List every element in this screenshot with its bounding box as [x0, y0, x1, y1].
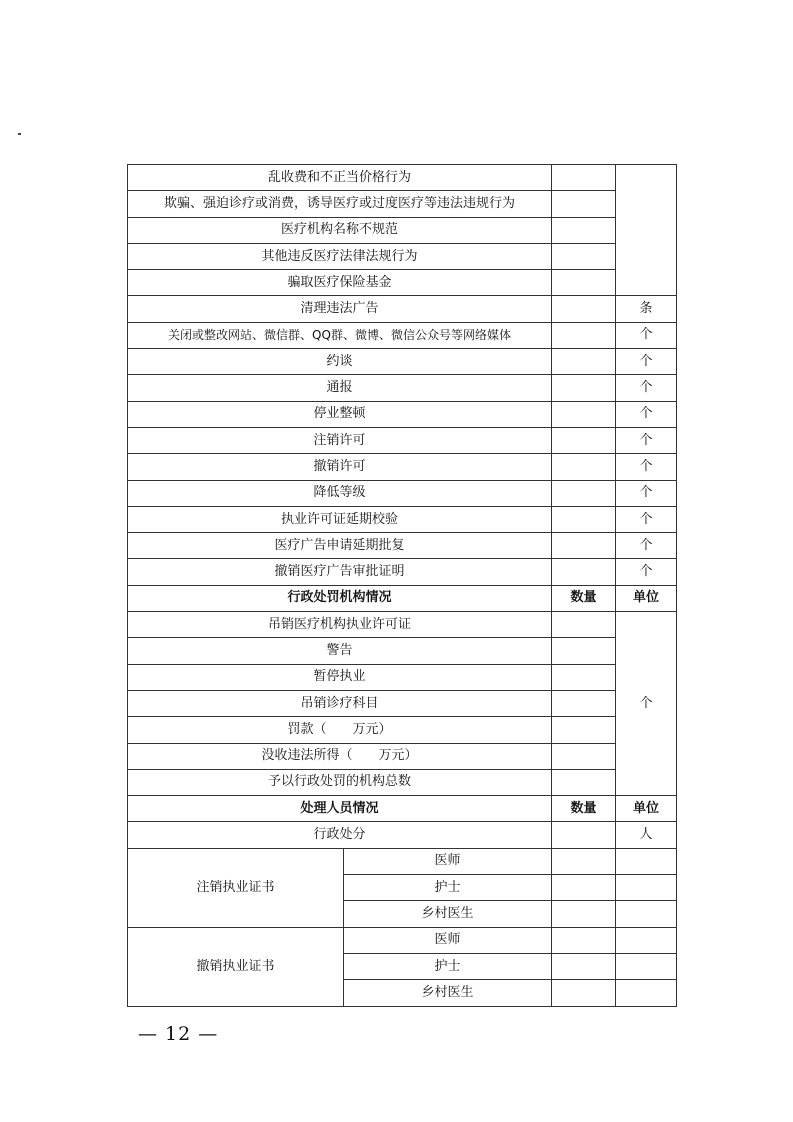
quantity-cell — [552, 401, 616, 427]
row-label: 没收违法所得（ 万元） — [128, 743, 552, 769]
page-number: — 12 — — [138, 1023, 219, 1045]
row-label: 关闭或整改网站、微信群、QQ群、微博、微信公众号等网络媒体 — [128, 322, 552, 348]
scan-speck — [18, 133, 21, 135]
quantity-header: 数量 — [552, 796, 616, 822]
table-row — [128, 612, 677, 638]
unit-cell: 条 — [616, 296, 677, 322]
group-label: 撤销执业证书 — [128, 927, 344, 1006]
table-row — [128, 191, 677, 217]
quantity-cell — [552, 822, 616, 848]
row-label: 执业许可证延期校验 — [128, 506, 552, 532]
quantity-cell — [552, 533, 616, 559]
quantity-cell — [552, 191, 616, 217]
table-row — [128, 454, 677, 480]
table-row — [128, 243, 677, 269]
row-label: 降低等级 — [128, 480, 552, 506]
sub-row-label: 医师 — [344, 927, 552, 953]
row-label: 注销许可 — [128, 427, 552, 453]
row-label: 撤销许可 — [128, 454, 552, 480]
unit-cell — [616, 980, 677, 1006]
section-title-institution-penalty: 行政处罚机构情况 — [128, 585, 552, 611]
section-header-row — [128, 585, 677, 611]
unit-cell: 个 — [616, 480, 677, 506]
row-label: 其他违反医疗法律法规行为 — [128, 243, 552, 269]
table-row — [128, 217, 677, 243]
unit-cell: 个 — [616, 454, 677, 480]
unit-cell: 个 — [616, 506, 677, 532]
quantity-cell — [552, 612, 616, 638]
row-label: 吊销医疗机构执业许可证 — [128, 612, 552, 638]
table-row — [128, 401, 677, 427]
quantity-cell — [552, 375, 616, 401]
unit-cell: 人 — [616, 822, 677, 848]
section-header-row — [128, 796, 677, 822]
unit-cell: 个 — [616, 401, 677, 427]
row-label: 欺骗、强迫诊疗或消费，诱导医疗或过度医疗等违法违规行为 — [128, 191, 552, 217]
row-label: 吊销诊疗科目 — [128, 690, 552, 716]
unit-cell — [616, 927, 677, 953]
quantity-cell — [552, 427, 616, 453]
table-row — [128, 690, 677, 716]
quantity-cell — [552, 217, 616, 243]
sub-row-label: 乡村医生 — [344, 901, 552, 927]
table-row — [128, 848, 677, 874]
row-label: 暂停执业 — [128, 664, 552, 690]
quantity-cell — [552, 901, 616, 927]
sub-row-label: 护士 — [344, 875, 552, 901]
quantity-cell — [552, 243, 616, 269]
sub-row-label: 医师 — [344, 848, 552, 874]
table-row — [128, 427, 677, 453]
unit-cell — [616, 875, 677, 901]
row-label: 罚款（ 万元） — [128, 717, 552, 743]
quantity-cell — [552, 927, 616, 953]
unit-cell: 个 — [616, 349, 677, 375]
unit-header: 单位 — [616, 585, 677, 611]
unit-cell: 个 — [616, 375, 677, 401]
quantity-cell — [552, 664, 616, 690]
sub-row-label: 护士 — [344, 953, 552, 979]
group-label: 注销执业证书 — [128, 848, 344, 927]
table-row — [128, 533, 677, 559]
unit-header: 单位 — [616, 796, 677, 822]
unit-cell: 个 — [616, 322, 677, 348]
table-row — [128, 322, 677, 348]
quantity-cell — [552, 875, 616, 901]
table-row — [128, 664, 677, 690]
unit-cell-merged: 个 — [616, 612, 677, 796]
quantity-cell — [552, 296, 616, 322]
row-label: 停业整顿 — [128, 401, 552, 427]
quantity-cell — [552, 270, 616, 296]
quantity-cell — [552, 506, 616, 532]
table-row — [128, 480, 677, 506]
quantity-cell — [552, 638, 616, 664]
quantity-cell — [552, 980, 616, 1006]
row-label: 清理违法广告 — [128, 296, 552, 322]
section-title-personnel: 处理人员情况 — [128, 796, 552, 822]
quantity-cell — [552, 480, 616, 506]
row-label: 骗取医疗保险基金 — [128, 270, 552, 296]
table-row — [128, 349, 677, 375]
table-row — [128, 927, 677, 953]
quantity-cell — [552, 769, 616, 795]
row-label: 乱收费和不正当价格行为 — [128, 165, 552, 191]
quantity-cell — [552, 165, 616, 191]
table-row — [128, 638, 677, 664]
quantity-header: 数量 — [552, 585, 616, 611]
table-row — [128, 506, 677, 532]
row-label: 医疗广告申请延期批复 — [128, 533, 552, 559]
unit-cell: 个 — [616, 427, 677, 453]
unit-cell — [616, 848, 677, 874]
quantity-cell — [552, 743, 616, 769]
unit-cell — [616, 901, 677, 927]
quantity-cell — [552, 953, 616, 979]
row-label: 予以行政处罚的机构总数 — [128, 769, 552, 795]
row-label: 行政处分 — [128, 822, 552, 848]
table-row — [128, 717, 677, 743]
quantity-cell — [552, 322, 616, 348]
quantity-cell — [552, 848, 616, 874]
table-row — [128, 270, 677, 296]
quantity-cell — [552, 349, 616, 375]
row-label: 医疗机构名称不规范 — [128, 217, 552, 243]
quantity-cell — [552, 717, 616, 743]
unit-cell: 个 — [616, 533, 677, 559]
statistics-table — [127, 164, 677, 1007]
table-row — [128, 769, 677, 795]
row-label: 撤销医疗广告审批证明 — [128, 559, 552, 585]
quantity-cell — [552, 454, 616, 480]
row-label: 约谈 — [128, 349, 552, 375]
table-row — [128, 165, 677, 191]
table-row — [128, 743, 677, 769]
row-label: 警告 — [128, 638, 552, 664]
sub-row-label: 乡村医生 — [344, 980, 552, 1006]
quantity-cell — [552, 690, 616, 716]
table-row — [128, 375, 677, 401]
table-row — [128, 822, 677, 848]
row-label: 通报 — [128, 375, 552, 401]
table-row — [128, 559, 677, 585]
unit-cell-blank — [616, 165, 677, 296]
unit-cell — [616, 953, 677, 979]
quantity-cell — [552, 559, 616, 585]
unit-cell: 个 — [616, 559, 677, 585]
table-row — [128, 296, 677, 322]
